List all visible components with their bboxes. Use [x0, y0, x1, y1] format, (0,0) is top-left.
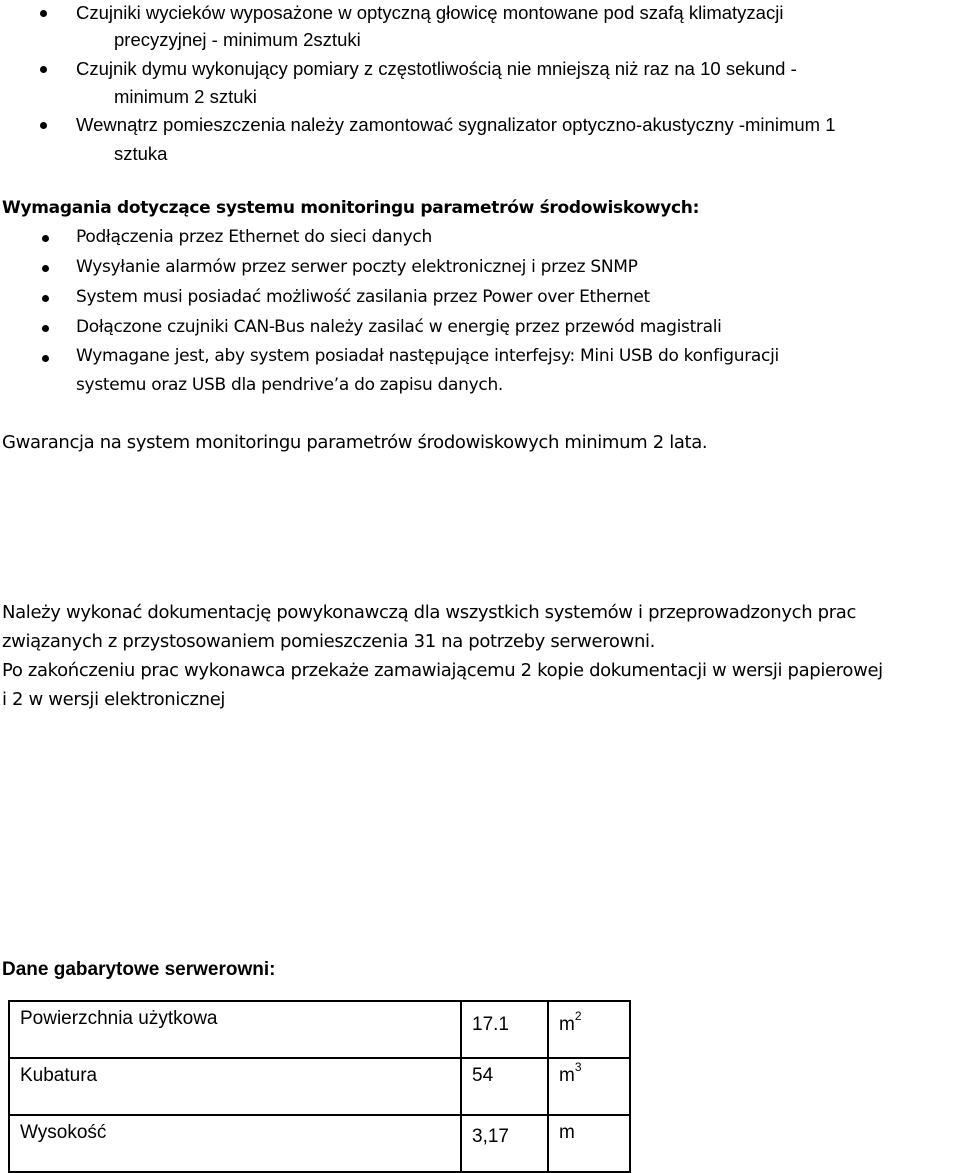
unit: m — [559, 1122, 575, 1143]
table-row — [9, 1115, 630, 1172]
section-heading: Wymagania dotyczące systemu monitoringu parametrów środowiskowych: — [2, 198, 700, 218]
list-item-line: systemu oraz USB dla pendrive’a do zapisu danych. — [76, 375, 504, 395]
table-cell-unit — [548, 1115, 630, 1172]
table-cell-label — [9, 1001, 461, 1058]
unit-text — [559, 1059, 582, 1086]
warranty-text: Gwarancja na system monitoringu parametrów środowiskowych minimum 2 lata. — [2, 432, 708, 453]
list-item: Dołączone czujniki CAN-Bus należy zasilać w energię przez przewód magistrali — [76, 317, 722, 337]
bullet-icon — [42, 325, 49, 332]
table-cell-unit — [548, 1058, 630, 1115]
list-item-line: minimum 2 sztuki — [114, 86, 257, 107]
list-item-line: Czujnik dymu wykonujący pomiary z częstotliwością nie mniejszą niż raz na 10 sekund - — [76, 58, 797, 79]
table-row — [9, 1001, 630, 1058]
bullet-icon — [40, 66, 47, 73]
table-cell-label — [9, 1058, 461, 1115]
bullet-icon — [42, 265, 49, 272]
table-cell-value — [461, 1115, 548, 1172]
table-cell-value — [461, 1001, 548, 1058]
cell-text: Wysokość — [20, 1122, 107, 1143]
paragraph-line: Należy wykonać dokumentację powykonawczą dla wszystkich systemów i przeprowadzonych prac — [2, 602, 856, 623]
bullet-icon — [40, 10, 47, 17]
list-item: Wymagane jest, aby system posiadał następujące interfejsy: Mini USB do konfiguracji — [76, 346, 779, 366]
dimensions-heading: Dane gabarytowe serwerowni: — [2, 959, 276, 980]
paragraph-line: Po zakończeniu prac wykonawca przekaże zamawiającemu 2 kopie dokumentacji w wersji papierowej — [2, 660, 883, 681]
cell-text: 17.1 — [472, 1014, 509, 1035]
table-cell-value — [461, 1058, 548, 1115]
cell-text: Powierzchnia użytkowa — [20, 1008, 218, 1029]
table-row — [9, 1058, 630, 1115]
unit: m — [559, 1014, 575, 1035]
bullet-icon — [40, 122, 47, 129]
bullet-icon — [42, 295, 49, 302]
cell-text: 3,17 — [472, 1126, 509, 1147]
unit-exponent: 2 — [574, 1008, 582, 1023]
list-item-line: precyzyjnej - minimum 2sztuki — [114, 29, 361, 50]
list-item: System musi posiadać możliwość zasilania przez Power over Ethernet — [76, 287, 650, 307]
list-item-line: sztuka — [114, 143, 168, 164]
paragraph-line: związanych z przystosowaniem pomieszczenia 31 na potrzeby serwerowni. — [2, 631, 656, 652]
list-item-line: Wewnątrz pomieszczenia należy zamontować sygnalizator optyczno-akustyczny -minimum 1 — [76, 114, 836, 135]
unit: m — [559, 1065, 575, 1086]
unit-text — [559, 1122, 575, 1143]
cell-text: 54 — [472, 1065, 494, 1086]
paragraph-line: i 2 w wersji elektronicznej — [2, 689, 226, 710]
bullet-icon — [42, 355, 49, 362]
dimensions-table — [8, 1000, 631, 1173]
cell-text: Kubatura — [20, 1065, 98, 1086]
unit-text — [559, 1008, 582, 1035]
bullet-icon — [42, 235, 49, 242]
table-cell-unit — [548, 1001, 630, 1058]
unit-exponent: 3 — [574, 1059, 582, 1074]
list-item-line: Czujniki wycieków wyposażone w optyczną głowicę montowane pod szafą klimatyzacji — [76, 2, 784, 23]
list-item: Podłączenia przez Ethernet do sieci danych — [76, 227, 432, 247]
table-cell-label — [9, 1115, 461, 1172]
list-item: Wysyłanie alarmów przez serwer poczty elektronicznej i przez SNMP — [76, 257, 638, 277]
